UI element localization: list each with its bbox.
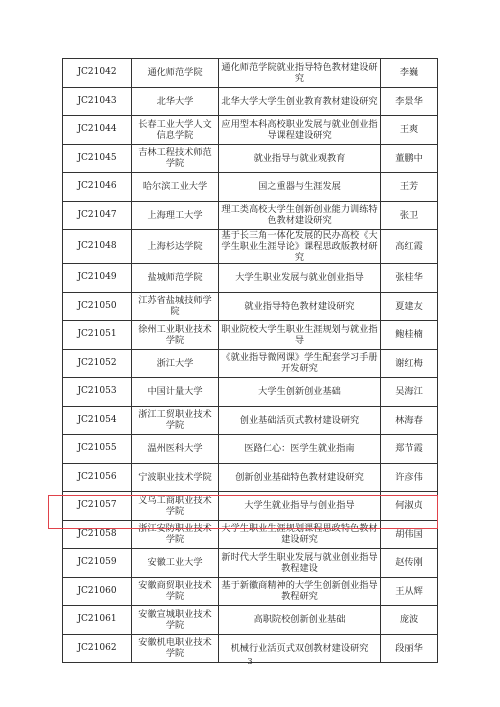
title-cell: 大学生就业指导与创业指导	[219, 492, 381, 521]
person-cell: 王爽	[381, 116, 438, 145]
code-cell: JC21044	[63, 116, 132, 145]
code-cell: JC21052	[63, 349, 132, 378]
title-cell: 职业院校大学生职业生涯规划与就业指导	[219, 321, 381, 350]
title-cell: 高职院校创新创业基础	[219, 606, 381, 635]
code-cell: JC21049	[63, 264, 132, 293]
person-cell: 林海春	[381, 406, 438, 435]
code-cell: JC21056	[63, 463, 132, 492]
title-cell: 就业指导特色教材建设研究	[219, 292, 381, 321]
person-cell: 董鹏中	[381, 144, 438, 173]
school-cell: 温州医科大学	[132, 435, 219, 464]
person-cell: 李巍	[381, 59, 438, 88]
title-cell: 北华大学大学生创业教育教材建设研究	[219, 87, 381, 116]
person-cell: 李景华	[381, 87, 438, 116]
title-cell: 新时代大学生职业发展与就业创业指导教程建设	[219, 549, 381, 578]
title-cell: 医路仁心：医学生就业指南	[219, 435, 381, 464]
table-row	[63, 201, 438, 230]
school-cell: 上海理工大学	[132, 201, 219, 230]
person-cell: 谢红梅	[381, 349, 438, 378]
school-cell: 江苏省盐城技师学院	[132, 292, 219, 321]
title-cell: 国之重器与生涯发展	[219, 173, 381, 202]
table-row	[63, 492, 438, 521]
school-cell: 长春工业大学人文信息学院	[132, 116, 219, 145]
table-row	[63, 435, 438, 464]
title-cell: 应用型本科高校职业发展与就业创业指导课程建设研究	[219, 116, 381, 145]
title-cell: 大学生创新创业基础	[219, 378, 381, 407]
school-cell: 宁波职业技术学院	[132, 463, 219, 492]
person-cell: 吴海江	[381, 378, 438, 407]
person-cell: 庞波	[381, 606, 438, 635]
table-row	[63, 378, 438, 407]
code-cell: JC21062	[63, 634, 132, 663]
code-cell: JC21055	[63, 435, 132, 464]
title-cell: 基于新徽商精神的大学生创新创业指导教程研究	[219, 577, 381, 606]
person-cell: 王从辉	[381, 577, 438, 606]
table-row	[63, 87, 438, 116]
project-table	[62, 58, 438, 663]
table-row	[63, 463, 438, 492]
school-cell: 浙江大学	[132, 349, 219, 378]
code-cell: JC21053	[63, 378, 132, 407]
person-cell: 何淑贞	[381, 492, 438, 521]
code-cell: JC21051	[63, 321, 132, 350]
code-cell: JC21042	[63, 59, 132, 88]
table-row	[63, 406, 438, 435]
person-cell: 胡伟国	[381, 520, 438, 549]
school-cell: 浙江安防职业技术学院	[132, 520, 219, 549]
table-row	[63, 520, 438, 549]
table-row	[63, 59, 438, 88]
school-cell: 哈尔滨工业大学	[132, 173, 219, 202]
code-cell: JC21045	[63, 144, 132, 173]
school-cell: 安徽机电职业技术学院	[132, 634, 219, 663]
project-table-body	[63, 59, 438, 663]
person-cell: 张桂华	[381, 264, 438, 293]
person-cell: 段丽华	[381, 634, 438, 663]
title-cell: 《就业指导微网课》学生配套学习手册开发研究	[219, 349, 381, 378]
school-cell: 安徽商贸职业技术学院	[132, 577, 219, 606]
title-cell: 大学生职业生涯规划课程思政特色教材建设研究	[219, 520, 381, 549]
title-cell: 机械行业活页式双创教材建设研究	[219, 634, 381, 663]
school-cell: 安徽工业大学	[132, 549, 219, 578]
table-row	[63, 349, 438, 378]
person-cell: 夏建友	[381, 292, 438, 321]
school-cell: 盐城师范学院	[132, 264, 219, 293]
school-cell: 浙江工贸职业技术学院	[132, 406, 219, 435]
table-row	[63, 116, 438, 145]
table-row	[63, 264, 438, 293]
code-cell: JC21061	[63, 606, 132, 635]
table-row	[63, 321, 438, 350]
page-number: 3	[247, 657, 253, 666]
title-cell: 理工类高校大学生创新创业能力训练特色教材建设研究	[219, 201, 381, 230]
code-cell: JC21050	[63, 292, 132, 321]
code-cell: JC21058	[63, 520, 132, 549]
code-cell: JC21057	[63, 492, 132, 521]
title-cell: 大学生职业发展与就业创业指导	[219, 264, 381, 293]
code-cell: JC21046	[63, 173, 132, 202]
code-cell: JC21060	[63, 577, 132, 606]
code-cell: JC21048	[63, 230, 132, 264]
table-row	[63, 230, 438, 264]
school-cell: 通化师范学院	[132, 59, 219, 88]
school-cell: 安徽宣城职业技术学院	[132, 606, 219, 635]
person-cell: 王芳	[381, 173, 438, 202]
title-cell: 创业基础活页式教材建设研究	[219, 406, 381, 435]
code-cell: JC21047	[63, 201, 132, 230]
person-cell: 许彦伟	[381, 463, 438, 492]
person-cell: 张卫	[381, 201, 438, 230]
table-row	[63, 577, 438, 606]
table-row	[63, 549, 438, 578]
title-cell: 通化师范学院就业指导特色教材建设研究	[219, 59, 381, 88]
school-cell: 吉林工程技术师范学院	[132, 144, 219, 173]
table-row	[63, 173, 438, 202]
title-cell: 基于长三角一体化发展的民办高校《大学生职业生涯导论》课程思政版教材研究	[219, 230, 381, 264]
school-cell: 徐州工业职业技术学院	[132, 321, 219, 350]
school-cell: 中国计量大学	[132, 378, 219, 407]
title-cell: 创新创业基础特色教材建设研究	[219, 463, 381, 492]
school-cell: 北华大学	[132, 87, 219, 116]
person-cell: 高红霞	[381, 230, 438, 264]
table-row	[63, 606, 438, 635]
code-cell: JC21043	[63, 87, 132, 116]
school-cell: 上海杉达学院	[132, 230, 219, 264]
person-cell: 鲍桂楠	[381, 321, 438, 350]
code-cell: JC21059	[63, 549, 132, 578]
person-cell: 赵传刚	[381, 549, 438, 578]
code-cell: JC21054	[63, 406, 132, 435]
table-row	[63, 144, 438, 173]
person-cell: 郑节霞	[381, 435, 438, 464]
school-cell: 义乌工商职业技术学院	[132, 492, 219, 521]
title-cell: 就业指导与就业观教育	[219, 144, 381, 173]
table-row	[63, 292, 438, 321]
